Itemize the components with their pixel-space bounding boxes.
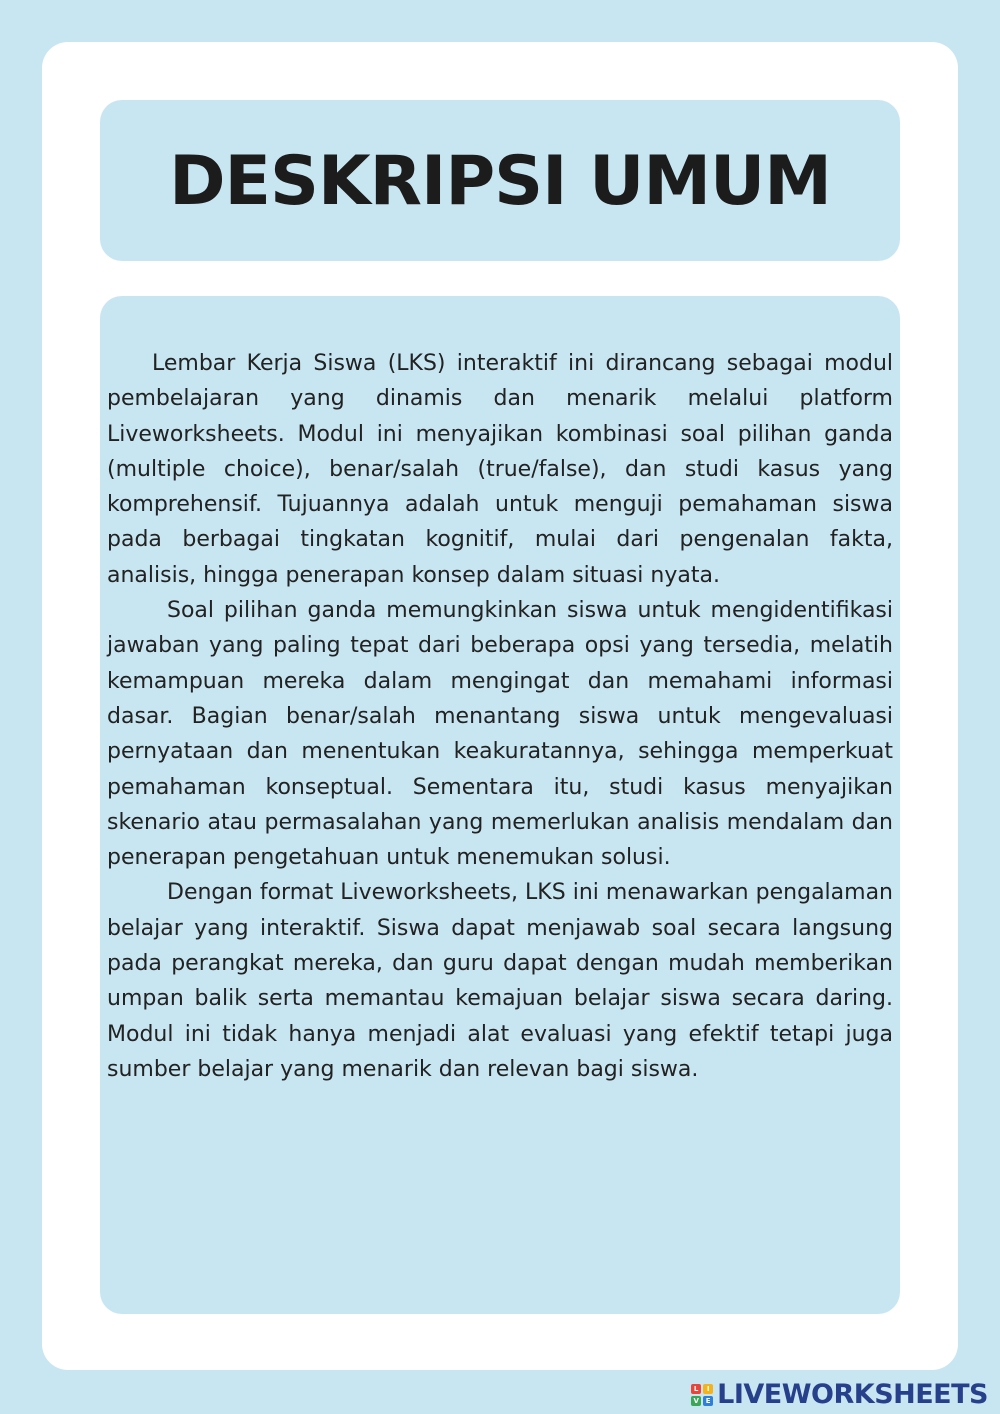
logo-letter-v: V xyxy=(691,1396,701,1406)
page-title: DESKRIPSI UMUM xyxy=(169,141,831,221)
liveworksheets-logo-icon xyxy=(691,1384,713,1406)
description-panel xyxy=(100,296,900,1314)
paragraph-question-types: Soal pilihan ganda memungkinkan siswa untuk mengidentifikasi jawaban yang paling tepat dari beberapa opsi yang tersedia, melatih kemampuan mereka dalam mengingat dan memahami informasi dasar. Bagian benar/salah menantang siswa untuk mengevaluasi pernyataan dan menentukan keakuratannya, sehingga memperkuat pemahaman konseptual. Sementara itu, studi kasus menyajikan skenario atau permasalahan yang memerlukan analisis mendalam dan penerapan pengetahuan untuk menemukan solusi. xyxy=(107,598,893,871)
liveworksheets-logo xyxy=(691,1381,988,1408)
logo-letter-i: I xyxy=(703,1384,713,1394)
paragraph-intro: Lembar Kerja Siswa (LKS) interaktif ini dirancang sebagai modul pembelajaran yang dinamis dan menarik melalui platform Liveworksheets. Modul ini menyajikan kombinasi soal pilihan ganda (multiple choice), benar/salah (true/false), dan studi kasus yang komprehensif. Tujuannya adalah untuk menguji pemahaman siswa pada berbagai tingkatan kognitif, mulai dari pengenalan fakta, analisis, hingga penerapan konsep dalam situasi nyata. xyxy=(107,351,893,588)
title-banner xyxy=(100,100,900,261)
logo-letter-e: E xyxy=(703,1396,713,1406)
paragraph-format: Dengan format Liveworksheets, LKS ini menawarkan pengalaman belajar yang interaktif. Siswa dapat menjawab soal secara langsung pada perangkat mereka, dan guru dapat dengan mudah memberikan umpan balik serta memantau kemajuan belajar siswa secara daring. Modul ini tidak hanya menjadi alat evaluasi yang efektif tetapi juga sumber belajar yang menarik dan relevan bagi siswa. xyxy=(107,880,893,1082)
logo-letter-l: L xyxy=(691,1384,701,1394)
brand-name: LIVEWORKSHEETS xyxy=(717,1379,988,1410)
